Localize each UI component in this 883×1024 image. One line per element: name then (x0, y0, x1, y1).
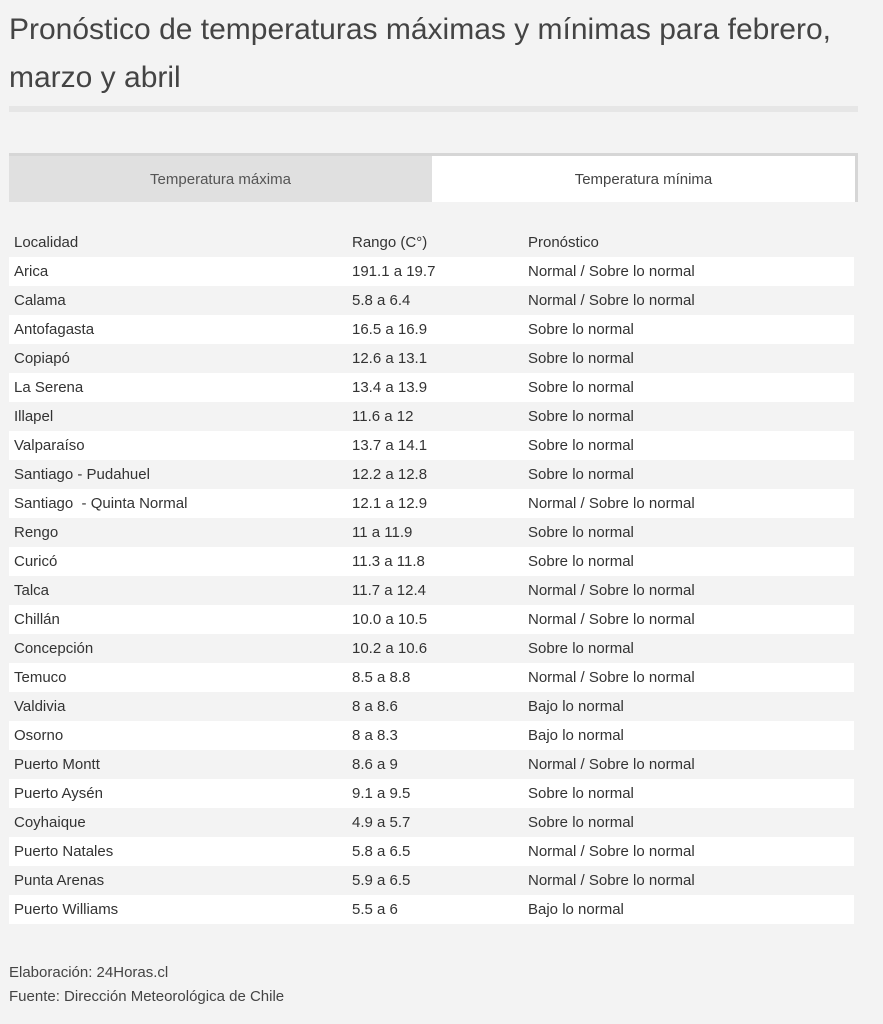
cell-localidad: Calama (9, 286, 347, 315)
temperature-tabs (9, 153, 858, 202)
column-header-rango: Rango (C°) (347, 228, 523, 257)
cell-pronostico: Bajo lo normal (523, 895, 854, 924)
cell-pronostico: Sobre lo normal (523, 431, 854, 460)
cell-pronostico: Normal / Sobre lo normal (523, 576, 854, 605)
cell-localidad: Coyhaique (9, 808, 347, 837)
cell-rango: 5.8 a 6.5 (347, 837, 523, 866)
table-row (9, 489, 854, 518)
cell-localidad: Puerto Aysén (9, 779, 347, 808)
cell-rango: 12.6 a 13.1 (347, 344, 523, 373)
cell-rango: 8 a 8.3 (347, 721, 523, 750)
table-row (9, 750, 854, 779)
table-row (9, 460, 854, 489)
forecast-table (9, 228, 854, 924)
cell-localidad: Puerto Montt (9, 750, 347, 779)
table-row (9, 895, 854, 924)
cell-rango: 11.3 a 11.8 (347, 547, 523, 576)
cell-pronostico: Sobre lo normal (523, 634, 854, 663)
cell-localidad: Punta Arenas (9, 866, 347, 895)
cell-pronostico: Normal / Sobre lo normal (523, 605, 854, 634)
cell-localidad: Puerto Williams (9, 895, 347, 924)
column-header-pronostico: Pronóstico (523, 228, 854, 257)
cell-localidad: Valdivia (9, 692, 347, 721)
title-divider (9, 106, 858, 112)
cell-pronostico: Sobre lo normal (523, 402, 854, 431)
cell-pronostico: Sobre lo normal (523, 460, 854, 489)
cell-localidad: Antofagasta (9, 315, 347, 344)
table-row (9, 344, 854, 373)
table-row (9, 547, 854, 576)
table-row (9, 721, 854, 750)
cell-pronostico: Bajo lo normal (523, 692, 854, 721)
cell-pronostico: Sobre lo normal (523, 808, 854, 837)
cell-pronostico: Sobre lo normal (523, 373, 854, 402)
cell-rango: 4.9 a 5.7 (347, 808, 523, 837)
cell-rango: 12.2 a 12.8 (347, 460, 523, 489)
cell-localidad: Santiago - Quinta Normal (9, 489, 347, 518)
column-header-localidad: Localidad (9, 228, 347, 257)
table-row (9, 315, 854, 344)
table-row (9, 866, 854, 895)
table-row (9, 518, 854, 547)
table-row (9, 605, 854, 634)
table-row (9, 779, 854, 808)
page-title: Pronóstico de temperaturas máximas y mínimas para febrero, marzo y abril (9, 13, 831, 94)
cell-localidad: Concepción (9, 634, 347, 663)
cell-localidad: Temuco (9, 663, 347, 692)
tab-temperatura-minima[interactable]: Temperatura mínima (432, 156, 858, 202)
cell-pronostico: Sobre lo normal (523, 779, 854, 808)
cell-localidad: Curicó (9, 547, 347, 576)
cell-rango: 11.7 a 12.4 (347, 576, 523, 605)
cell-rango: 10.0 a 10.5 (347, 605, 523, 634)
cell-localidad: Arica (9, 257, 347, 286)
table-row (9, 257, 854, 286)
cell-rango: 8.5 a 8.8 (347, 663, 523, 692)
cell-rango: 13.4 a 13.9 (347, 373, 523, 402)
table-row (9, 692, 854, 721)
cell-pronostico: Bajo lo normal (523, 721, 854, 750)
cell-rango: 5.9 a 6.5 (347, 866, 523, 895)
cell-rango: 12.1 a 12.9 (347, 489, 523, 518)
cell-localidad: Illapel (9, 402, 347, 431)
cell-pronostico: Normal / Sobre lo normal (523, 489, 854, 518)
cell-rango: 9.1 a 9.5 (347, 779, 523, 808)
table-row (9, 286, 854, 315)
table-header-row (9, 228, 854, 257)
cell-rango: 10.2 a 10.6 (347, 634, 523, 663)
cell-pronostico: Normal / Sobre lo normal (523, 286, 854, 315)
footer-credit: Elaboración: 24Horas.cl (9, 964, 169, 981)
cell-pronostico: Normal / Sobre lo normal (523, 257, 854, 286)
cell-pronostico: Normal / Sobre lo normal (523, 663, 854, 692)
cell-pronostico: Normal / Sobre lo normal (523, 866, 854, 895)
table-row (9, 373, 854, 402)
cell-rango: 5.8 a 6.4 (347, 286, 523, 315)
cell-rango: 8.6 a 9 (347, 750, 523, 779)
tab-temperatura-maxima[interactable]: Temperatura máxima (150, 170, 291, 188)
cell-pronostico: Normal / Sobre lo normal (523, 837, 854, 866)
footer-source: Fuente: Dirección Meteorológica de Chile (9, 988, 285, 1005)
cell-rango: 8 a 8.6 (347, 692, 523, 721)
table-row (9, 663, 854, 692)
table-row (9, 431, 854, 460)
cell-localidad: La Serena (9, 373, 347, 402)
table-row (9, 808, 854, 837)
cell-rango: 13.7 a 14.1 (347, 431, 523, 460)
cell-rango: 5.5 a 6 (347, 895, 523, 924)
cell-localidad: Rengo (9, 518, 347, 547)
table-row (9, 576, 854, 605)
cell-localidad: Osorno (9, 721, 347, 750)
cell-rango: 16.5 a 16.9 (347, 315, 523, 344)
cell-localidad: Santiago - Pudahuel (9, 460, 347, 489)
cell-localidad: Talca (9, 576, 347, 605)
cell-pronostico: Sobre lo normal (523, 344, 854, 373)
cell-pronostico: Sobre lo normal (523, 547, 854, 576)
cell-localidad: Copiapó (9, 344, 347, 373)
cell-rango: 11.6 a 12 (347, 402, 523, 431)
cell-pronostico: Normal / Sobre lo normal (523, 750, 854, 779)
cell-rango: 191.1 a 19.7 (347, 257, 523, 286)
cell-localidad: Chillán (9, 605, 347, 634)
cell-localidad: Puerto Natales (9, 837, 347, 866)
cell-rango: 11 a 11.9 (347, 518, 523, 547)
cell-localidad: Valparaíso (9, 431, 347, 460)
table-row (9, 402, 854, 431)
table-row (9, 837, 854, 866)
cell-pronostico: Sobre lo normal (523, 518, 854, 547)
cell-pronostico: Sobre lo normal (523, 315, 854, 344)
table-row (9, 634, 854, 663)
footer (9, 961, 284, 1009)
